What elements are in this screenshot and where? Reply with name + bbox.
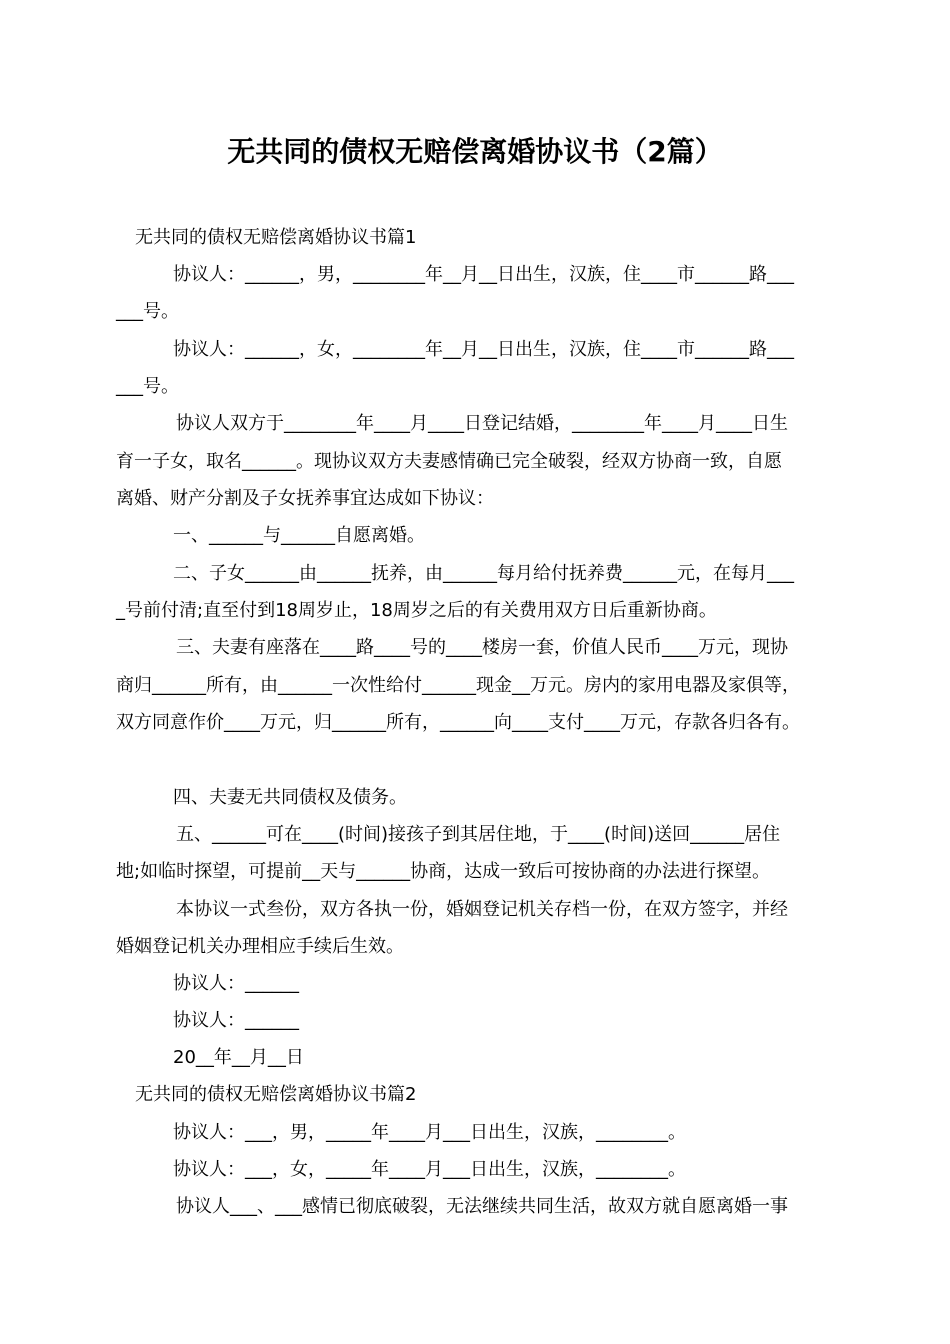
signature-party-1: 协议人：______ (173, 973, 299, 994)
document-title: 无共同的债权无赔偿离婚协议书（2篇） (227, 135, 723, 168)
signature-date: 20__年__月__日 (173, 1047, 304, 1068)
party-female-line-2: 协议人：___，女，_____年____月___日出生，汉族，________。 (173, 1159, 686, 1180)
paragraph-intro-3: 离婚、财产分割及子女抚养事宜达成如下协议： (116, 488, 494, 509)
party-female-line: 协议人：______，女，________年__月__日出生，汉族，住____市______路___ (173, 339, 794, 360)
clause-3-line-1: 三、夫妻有座落在____路____号的____楼房一套，价值人民币____万元，现协 (176, 637, 788, 658)
party-male-line: 协议人：______，男，________年__月__日出生，汉族，住____市______路___ (173, 264, 794, 285)
clause-1: 一、______与______自愿离婚。 (173, 525, 425, 546)
party-female-cont: ___号。 (116, 376, 179, 397)
clause-2-line-2: _号前付清;直至付到18周岁止，18周岁之后的有关费用双方日后重新协商。 (116, 600, 717, 621)
paragraph-intro-1: 协议人双方于________年____月____日登记结婚，________年____月____日生 (176, 413, 788, 434)
paragraph-intro-2: 育一子女，取名______。现协议双方夫妻感情确已完全破裂，经双方协商一致，自愿 (116, 451, 782, 472)
closing-line-2: 婚姻登记机关办理相应手续后生效。 (116, 936, 404, 957)
closing-line-1: 本协议一式叁份，双方各执一份，婚姻登记机关存档一份，在双方签字，并经 (176, 899, 788, 920)
paragraph-intro-line-2: 协议人___、___感情已彻底破裂，无法继续共同生活，故双方就自愿离婚一事 (176, 1196, 788, 1217)
clause-3-line-3: 双方同意作价____万元，归______所有，______向____支付____万元，存款各归各有。 (116, 712, 800, 733)
section-heading-2: 无共同的债权无赔偿离婚协议书篇2 (135, 1084, 417, 1105)
party-male-cont: ___号。 (116, 301, 179, 322)
party-male-line-2: 协议人：___，男，_____年____月___日出生，汉族，________。 (173, 1122, 686, 1143)
signature-party-2: 协议人：______ (173, 1010, 299, 1031)
clause-4: 四、夫妻无共同债权及债务。 (173, 787, 407, 808)
section-heading-1: 无共同的债权无赔偿离婚协议书篇1 (135, 227, 417, 248)
clause-3-line-2: 商归______所有，由______一次性给付______现金__万元。房内的家用电器及家俱等， (116, 675, 800, 696)
clause-5-line-1: 五、______可在____(时间)接孩子到其居住地，于____(时间)送回______居住 (176, 824, 781, 845)
clause-2-line-1: 二、子女______由______抚养，由______每月给付抚养费______元，在每月___ (173, 563, 794, 584)
clause-5-line-2: 地;如临时探望，可提前__天与______协商，达成一致后可按协商的办法进行探望。 (116, 861, 771, 882)
